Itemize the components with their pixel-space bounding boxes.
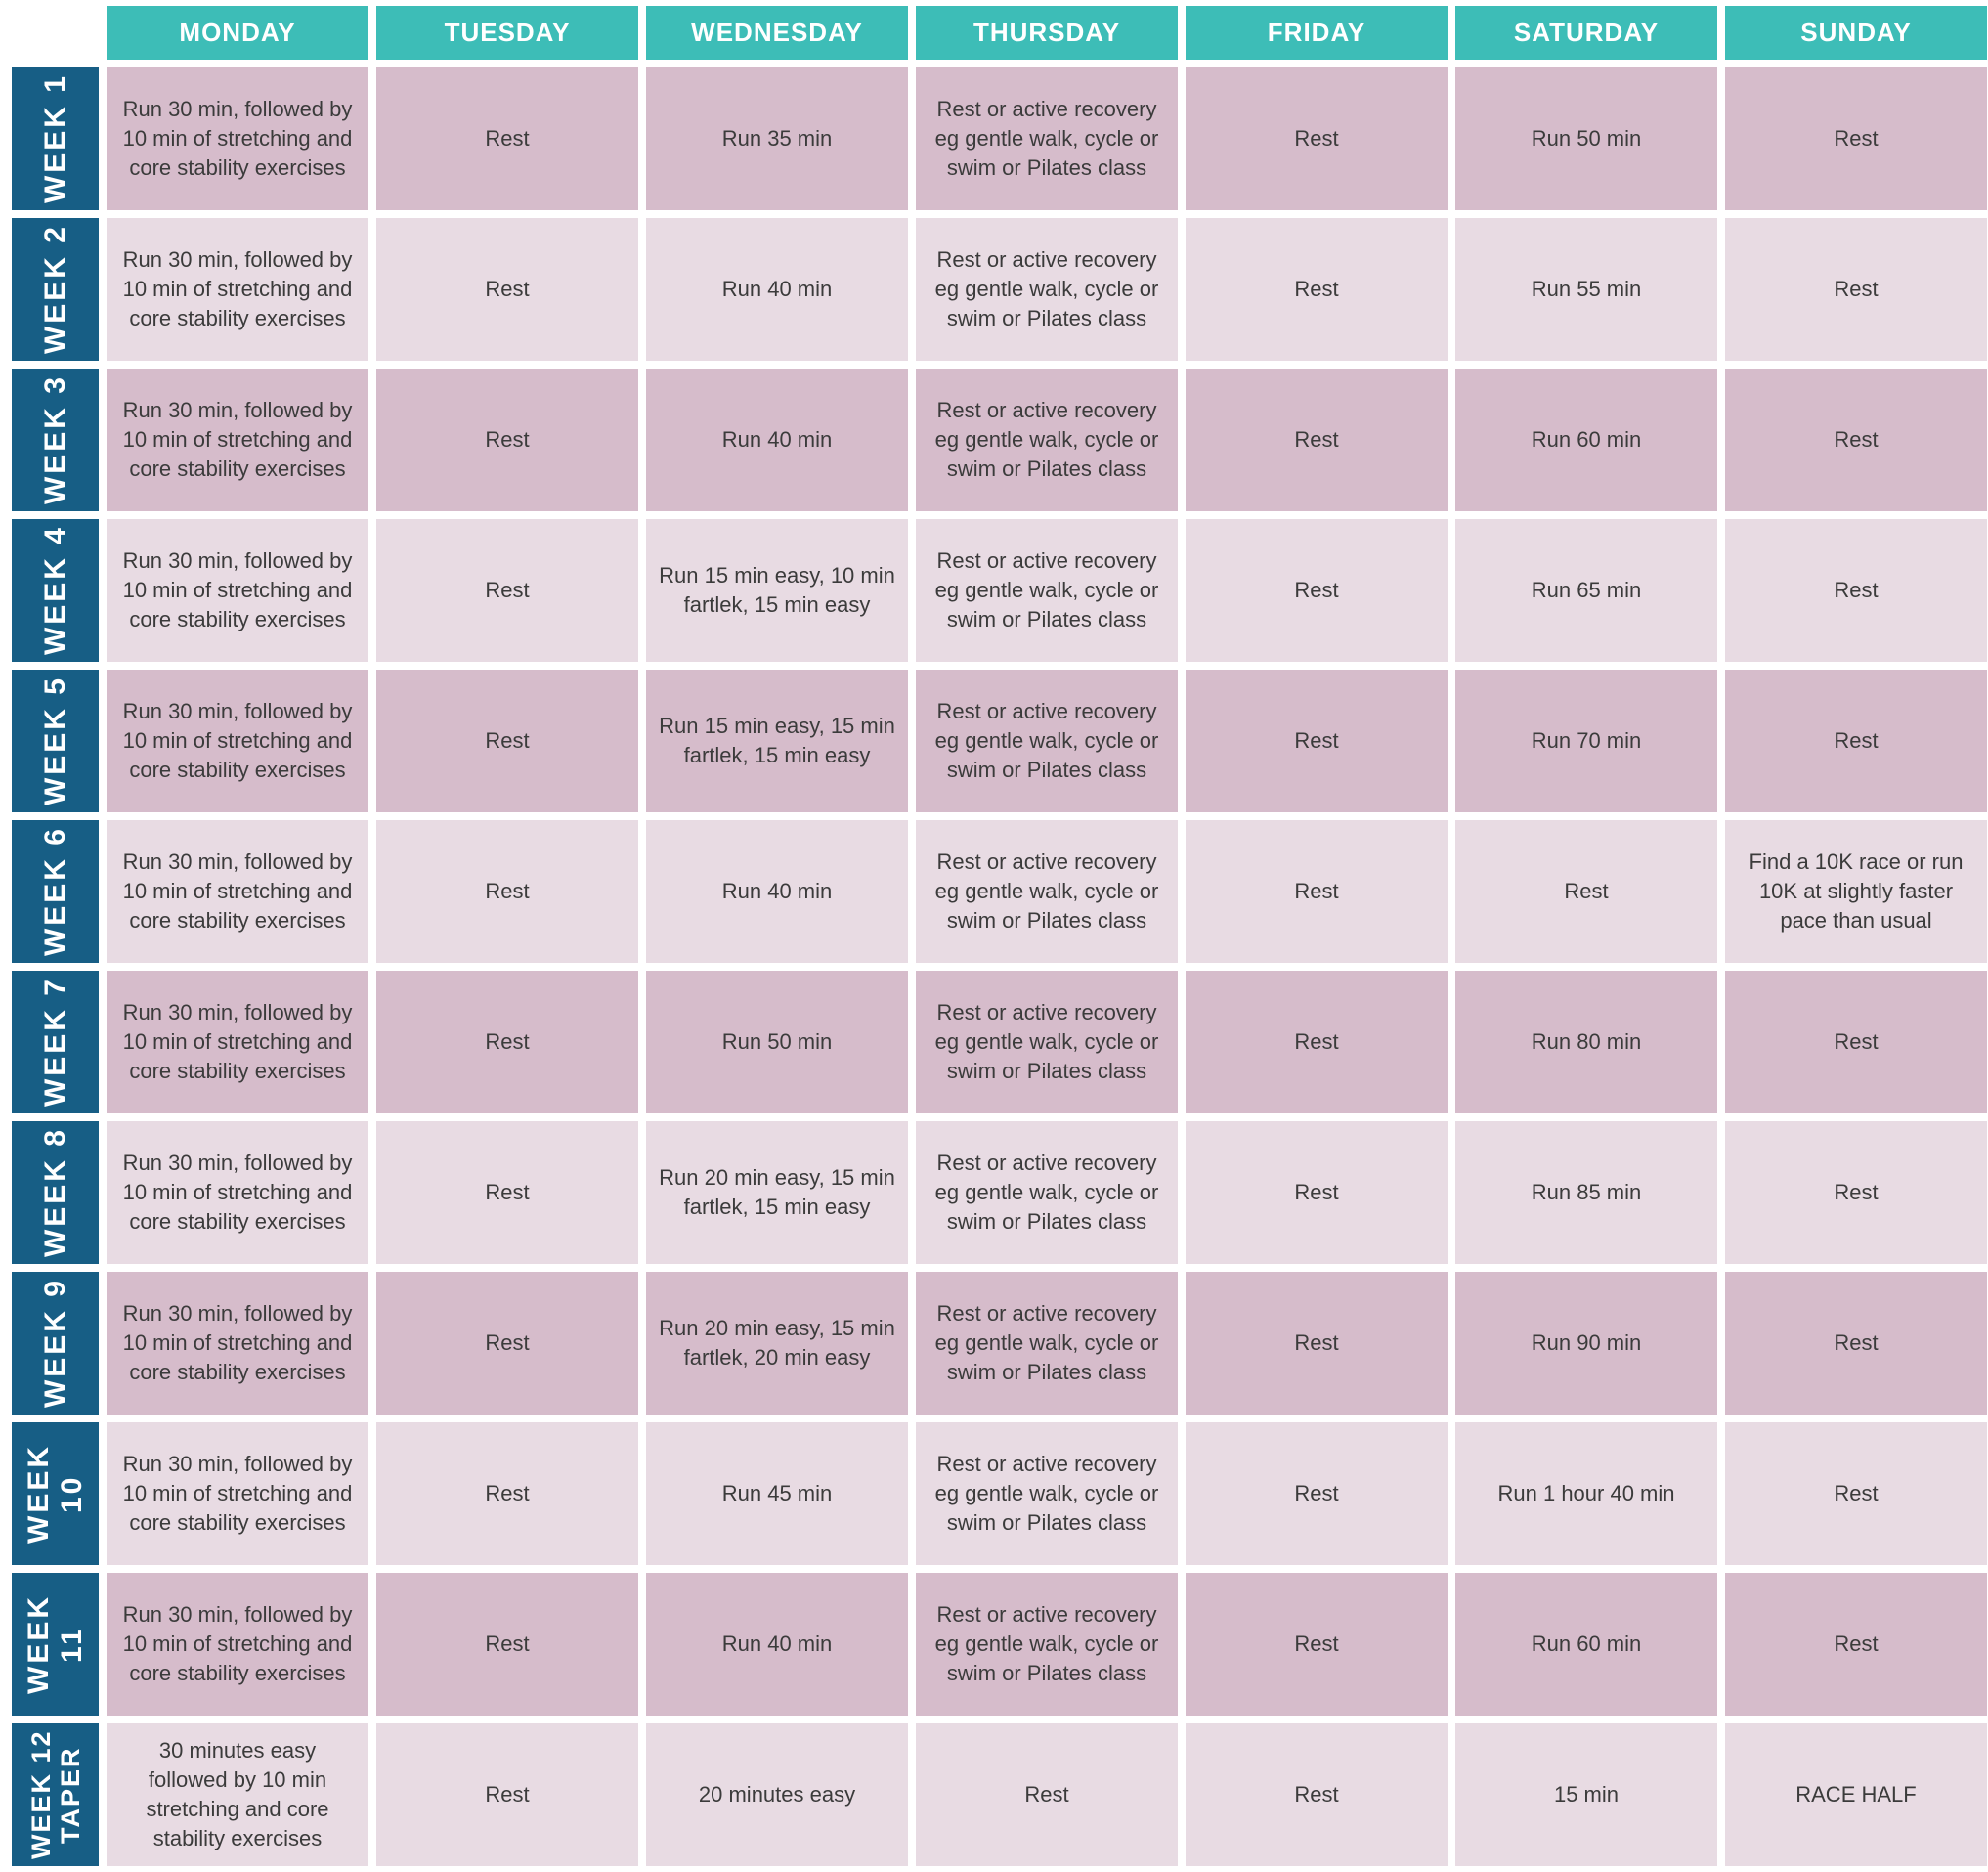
day-header-thursday: THURSDAY — [916, 6, 1178, 60]
week-label-1 — [12, 67, 99, 210]
workout-cell-week9-friday: Rest — [1186, 1272, 1448, 1415]
week-label-2 — [12, 218, 99, 361]
workout-cell-week9-saturday: Run 90 min — [1455, 1272, 1717, 1415]
workout-cell-week7-tuesday: Rest — [376, 971, 638, 1113]
training-plan-grid — [12, 6, 1982, 1868]
week-label-text: WEEK 2 — [38, 224, 71, 355]
day-header-sunday: SUNDAY — [1725, 6, 1987, 60]
workout-cell-week3-tuesday: Rest — [376, 369, 638, 511]
workout-cell-week2-saturday: Run 55 min — [1455, 218, 1717, 361]
workout-cell-week6-monday: Run 30 min, followed by 10 min of stretching and core stability exercises — [107, 820, 368, 963]
workout-cell-week9-tuesday: Rest — [376, 1272, 638, 1415]
workout-cell-week2-tuesday: Rest — [376, 218, 638, 361]
workout-cell-week8-sunday: Rest — [1725, 1121, 1987, 1264]
workout-cell-week2-monday: Run 30 min, followed by 10 min of stretching and core stability exercises — [107, 218, 368, 361]
workout-cell-week4-tuesday: Rest — [376, 519, 638, 662]
workout-cell-week2-thursday: Rest or active recovery eg gentle walk, cycle or swim or Pilates class — [916, 218, 1178, 361]
workout-cell-week12-sunday: RACE HALF — [1725, 1723, 1987, 1866]
day-header-wednesday: WEDNESDAY — [646, 6, 908, 60]
workout-cell-week2-sunday: Rest — [1725, 218, 1987, 361]
workout-cell-week8-wednesday: Run 20 min easy, 15 min fartlek, 15 min easy — [646, 1121, 908, 1264]
workout-cell-week5-sunday: Rest — [1725, 670, 1987, 812]
workout-cell-week3-friday: Rest — [1186, 369, 1448, 511]
workout-cell-week9-wednesday: Run 20 min easy, 15 min fartlek, 20 min easy — [646, 1272, 908, 1415]
day-header-tuesday: TUESDAY — [376, 6, 638, 60]
workout-cell-week8-tuesday: Rest — [376, 1121, 638, 1264]
workout-cell-week5-thursday: Rest or active recovery eg gentle walk, cycle or swim or Pilates class — [916, 670, 1178, 812]
week-label-text: WEEK 1 — [38, 73, 71, 204]
workout-cell-week11-sunday: Rest — [1725, 1573, 1987, 1716]
week-label-11 — [12, 1573, 99, 1716]
workout-cell-week8-friday: Rest — [1186, 1121, 1448, 1264]
workout-cell-week7-thursday: Rest or active recovery eg gentle walk, cycle or swim or Pilates class — [916, 971, 1178, 1113]
workout-cell-week6-saturday: Rest — [1455, 820, 1717, 963]
workout-cell-week3-saturday: Run 60 min — [1455, 369, 1717, 511]
day-header-monday: MONDAY — [107, 6, 368, 60]
workout-cell-week5-tuesday: Rest — [376, 670, 638, 812]
workout-cell-week11-tuesday: Rest — [376, 1573, 638, 1716]
workout-cell-week7-saturday: Run 80 min — [1455, 971, 1717, 1113]
workout-cell-week10-saturday: Run 1 hour 40 min — [1455, 1422, 1717, 1565]
workout-cell-week6-tuesday: Rest — [376, 820, 638, 963]
workout-cell-week2-wednesday: Run 40 min — [646, 218, 908, 361]
workout-cell-week1-thursday: Rest or active recovery eg gentle walk, cycle or swim or Pilates class — [916, 67, 1178, 210]
week-label-text: WEEK 4 — [38, 525, 71, 656]
workout-cell-week8-saturday: Run 85 min — [1455, 1121, 1717, 1264]
week-label-text: WEEK 3 — [38, 374, 71, 505]
workout-cell-week12-friday: Rest — [1186, 1723, 1448, 1866]
workout-cell-week7-sunday: Rest — [1725, 971, 1987, 1113]
workout-cell-week9-monday: Run 30 min, followed by 10 min of stretching and core stability exercises — [107, 1272, 368, 1415]
week-label-text: WEEK 7 — [38, 977, 71, 1108]
week-label-text: WEEK 8 — [38, 1127, 71, 1258]
workout-cell-week4-thursday: Rest or active recovery eg gentle walk, cycle or swim or Pilates class — [916, 519, 1178, 662]
workout-cell-week4-friday: Rest — [1186, 519, 1448, 662]
workout-cell-week6-friday: Rest — [1186, 820, 1448, 963]
week-label-6 — [12, 820, 99, 963]
workout-cell-week12-tuesday: Rest — [376, 1723, 638, 1866]
workout-cell-week1-friday: Rest — [1186, 67, 1448, 210]
workout-cell-week10-friday: Rest — [1186, 1422, 1448, 1565]
week-label-5 — [12, 670, 99, 812]
workout-cell-week12-monday: 30 minutes easy followed by 10 min stretching and core stability exercises — [107, 1723, 368, 1866]
workout-cell-week10-tuesday: Rest — [376, 1422, 638, 1565]
workout-cell-week4-wednesday: Run 15 min easy, 10 min fartlek, 15 min easy — [646, 519, 908, 662]
day-header-saturday: SATURDAY — [1455, 6, 1717, 60]
workout-cell-week11-saturday: Run 60 min — [1455, 1573, 1717, 1716]
workout-cell-week4-monday: Run 30 min, followed by 10 min of stretching and core stability exercises — [107, 519, 368, 662]
workout-cell-week12-saturday: 15 min — [1455, 1723, 1717, 1866]
workout-cell-week4-sunday: Rest — [1725, 519, 1987, 662]
workout-cell-week3-thursday: Rest or active recovery eg gentle walk, cycle or swim or Pilates class — [916, 369, 1178, 511]
workout-cell-week7-monday: Run 30 min, followed by 10 min of stretching and core stability exercises — [107, 971, 368, 1113]
workout-cell-week6-thursday: Rest or active recovery eg gentle walk, cycle or swim or Pilates class — [916, 820, 1178, 963]
week-label-9 — [12, 1272, 99, 1415]
workout-cell-week11-friday: Rest — [1186, 1573, 1448, 1716]
week-label-text: WEEK 9 — [38, 1278, 71, 1409]
workout-cell-week11-thursday: Rest or active recovery eg gentle walk, cycle or swim or Pilates class — [916, 1573, 1178, 1716]
week-label-3 — [12, 369, 99, 511]
week-label-10 — [12, 1422, 99, 1565]
workout-cell-week7-wednesday: Run 50 min — [646, 971, 908, 1113]
workout-cell-week11-wednesday: Run 40 min — [646, 1573, 908, 1716]
workout-cell-week5-friday: Rest — [1186, 670, 1448, 812]
workout-cell-week3-sunday: Rest — [1725, 369, 1987, 511]
week-label-4 — [12, 519, 99, 662]
day-header-friday: FRIDAY — [1186, 6, 1448, 60]
workout-cell-week12-wednesday: 20 minutes easy — [646, 1723, 908, 1866]
workout-cell-week8-monday: Run 30 min, followed by 10 min of stretching and core stability exercises — [107, 1121, 368, 1264]
workout-cell-week2-friday: Rest — [1186, 218, 1448, 361]
workout-cell-week5-saturday: Run 70 min — [1455, 670, 1717, 812]
workout-cell-week10-thursday: Rest or active recovery eg gentle walk, cycle or swim or Pilates class — [916, 1422, 1178, 1565]
workout-cell-week7-friday: Rest — [1186, 971, 1448, 1113]
workout-cell-week9-sunday: Rest — [1725, 1272, 1987, 1415]
workout-cell-week1-monday: Run 30 min, followed by 10 min of stretching and core stability exercises — [107, 67, 368, 210]
week-label-8 — [12, 1121, 99, 1264]
week-label-text: WEEK 5 — [38, 675, 71, 806]
week-label-12 — [12, 1723, 99, 1866]
workout-cell-week8-thursday: Rest or active recovery eg gentle walk, cycle or swim or Pilates class — [916, 1121, 1178, 1264]
workout-cell-week10-wednesday: Run 45 min — [646, 1422, 908, 1565]
workout-cell-week1-saturday: Run 50 min — [1455, 67, 1717, 210]
workout-cell-week10-monday: Run 30 min, followed by 10 min of stretching and core stability exercises — [107, 1422, 368, 1565]
week-label-7 — [12, 971, 99, 1113]
workout-cell-week4-saturday: Run 65 min — [1455, 519, 1717, 662]
workout-cell-week10-sunday: Rest — [1725, 1422, 1987, 1565]
workout-cell-week3-monday: Run 30 min, followed by 10 min of stretching and core stability exercises — [107, 369, 368, 511]
corner-cell — [12, 6, 99, 60]
workout-cell-week3-wednesday: Run 40 min — [646, 369, 908, 511]
workout-cell-week5-monday: Run 30 min, followed by 10 min of stretching and core stability exercises — [107, 670, 368, 812]
week-label-text: WEEK 6 — [38, 826, 71, 957]
week-label-text: WEEK 11 — [22, 1594, 88, 1694]
workout-cell-week1-tuesday: Rest — [376, 67, 638, 210]
week-label-text: WEEK 12 TAPER — [25, 1729, 85, 1860]
workout-cell-week6-wednesday: Run 40 min — [646, 820, 908, 963]
week-label-text: WEEK 10 — [22, 1444, 88, 1544]
workout-cell-week1-sunday: Rest — [1725, 67, 1987, 210]
workout-cell-week1-wednesday: Run 35 min — [646, 67, 908, 210]
workout-cell-week5-wednesday: Run 15 min easy, 15 min fartlek, 15 min easy — [646, 670, 908, 812]
workout-cell-week11-monday: Run 30 min, followed by 10 min of stretching and core stability exercises — [107, 1573, 368, 1716]
workout-cell-week6-sunday: Find a 10K race or run 10K at slightly faster pace than usual — [1725, 820, 1987, 963]
workout-cell-week12-thursday: Rest — [916, 1723, 1178, 1866]
workout-cell-week9-thursday: Rest or active recovery eg gentle walk, cycle or swim or Pilates class — [916, 1272, 1178, 1415]
